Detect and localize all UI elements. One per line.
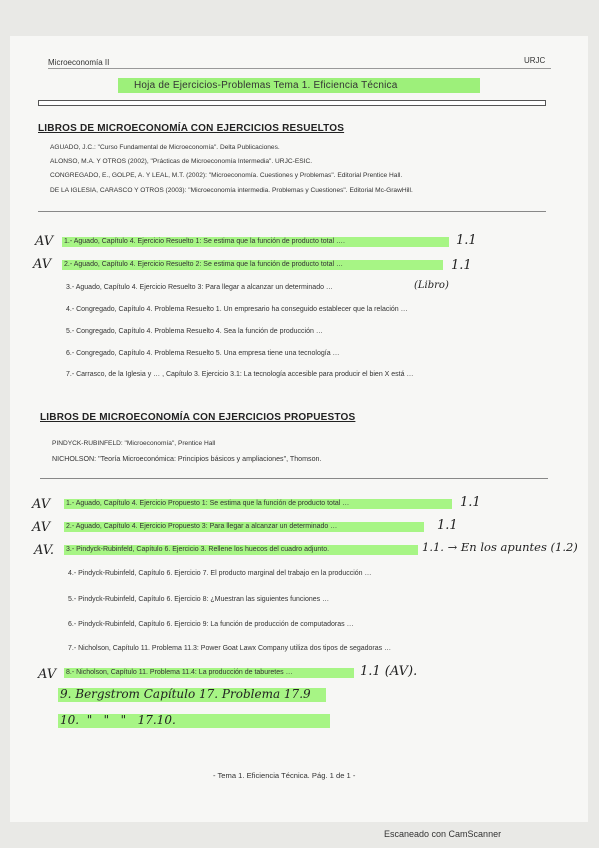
reference: NICHOLSON: "Teoría Microeconómica: Principios básicos y ampliaciones", Thomson. xyxy=(52,455,322,463)
header-course: Microeconomía II xyxy=(48,58,110,67)
exercise-item: 7.- Carrasco, de la Iglesia y … , Capítulo 3. Ejercicio 3.1: La tecnología accesible para producir el bien X está … xyxy=(66,371,414,378)
page-title: Hoja de Ejercicios-Problemas Tema 1. Eficiencia Técnica xyxy=(134,80,398,91)
handwritten-note: AV xyxy=(35,234,54,249)
document-page xyxy=(10,36,588,822)
section-divider xyxy=(40,478,548,479)
exercise-item: 5.- Pindyck-Rubinfeld, Capítulo 6. Ejercicio 8: ¿Muestran las siguientes funciones … xyxy=(68,596,330,603)
scanner-watermark: Escaneado con CamScanner xyxy=(384,829,502,839)
exercise-item: 6.- Congregado, Capítulo 4. Problema Resuelto 5. Una empresa tiene una tecnología … xyxy=(66,350,340,357)
reference: AGUADO, J.C.: "Curso Fundamental de Microeconomía". Delta Publicaciones. xyxy=(50,144,280,151)
handwritten-note: AV xyxy=(32,520,51,535)
handwritten-note: 1.1 xyxy=(456,233,477,248)
exercise-item: 7.- Nicholson, Capítulo 11. Problema 11.3: Power Goat Lawx Company utiliza dos tipos de segadoras … xyxy=(68,645,392,652)
page-footer: - Tema 1. Eficiencia Técnica. Pág. 1 de 1 - xyxy=(213,771,356,780)
reference: PINDYCK-RUBINFELD: "Microeconomía", Prentice Hall xyxy=(52,440,216,447)
handwritten-note: AV xyxy=(33,257,52,272)
handwritten-note: 1.1 xyxy=(460,495,481,510)
title-bar xyxy=(38,100,546,106)
handwritten-item: 10. " " " 17.10. xyxy=(60,713,176,727)
title-highlight xyxy=(118,78,480,93)
handwritten-note: (Libro) xyxy=(414,280,449,291)
handwritten-note: 1.1 xyxy=(437,518,458,533)
exercise-item: 2.- Aguado, Capítulo 4. Ejercicio Propuesto 3: Para llegar a alcanzar un determinado … xyxy=(66,523,338,530)
handwritten-note: AV. xyxy=(34,543,54,558)
exercise-item: 1.- Aguado, Capítulo 4. Ejercicio Propuesto 1: Se estima que la función de producto total … xyxy=(66,500,350,507)
exercise-item: 2.- Aguado, Capítulo 4. Ejercicio Resuelto 2: Se estima que la función de producto total … xyxy=(64,261,343,268)
header-university: URJC xyxy=(524,56,546,65)
handwritten-note: 1.1. → En los apuntes (1.2) xyxy=(422,540,578,554)
exercise-item: 4.- Pindyck-Rubinfeld, Capítulo 6. Ejercicio 7. El producto marginal del trabajo en la producción … xyxy=(68,570,372,577)
exercise-item: 1.- Aguado, Capítulo 4. Ejercicio Resuelto 1: Se estima que la función de producto total …. xyxy=(64,238,345,245)
section-divider xyxy=(38,211,546,212)
exercise-item: 3.- Aguado, Capítulo 4. Ejercicio Resuelto 3: Para llegar a alcanzar un determinado … xyxy=(66,284,333,291)
exercise-item: 3.- Pindyck-Rubinfeld, Capítulo 6. Ejercicio 3. Rellene los huecos del cuadro adjunto. xyxy=(66,546,330,553)
exercise-item: 5.- Congregado, Capítulo 4. Problema Resuelto 4. Sea la función de producción … xyxy=(66,328,323,335)
reference: DE LA IGLESIA, CARASCO Y OTROS (2003): "Microeconomía intermedia. Problemas y Cuestiones". Editorial Mc-GrawHill. xyxy=(50,187,413,194)
handwritten-note: 1.1 xyxy=(451,258,472,273)
handwritten-note: AV xyxy=(38,667,57,682)
exercise-item: 6.- Pindyck-Rubinfeld, Capítulo 6. Ejercicio 9: La función de producción de computadoras … xyxy=(68,621,354,628)
handwritten-item: 9. Bergstrom Capítulo 17. Problema 17.9 xyxy=(60,687,311,701)
section-heading-resueltos: LIBROS DE MICROECONOMÍA CON EJERCICIOS RESUELTOS xyxy=(38,123,345,134)
handwritten-note: AV xyxy=(32,497,51,512)
section-heading-propuestos: LIBROS DE MICROECONOMÍA CON EJERCICIOS PROPUESTOS xyxy=(40,412,356,423)
header-divider xyxy=(48,68,551,69)
reference: ALONSO, M.A. Y OTROS (2002), "Prácticas de Microeconomía Intermedia". URJC-ESIC. xyxy=(50,158,313,165)
exercise-item: 8.- Nicholson, Capítulo 11. Problema 11.4: La producción de taburetes … xyxy=(66,669,293,676)
exercise-item: 4.- Congregado, Capítulo 4. Problema Resuelto 1. Un empresario ha conseguido establecer que la relación … xyxy=(66,306,408,313)
reference: CONGREGADO, E., GOLPE, A. Y LEAL, M.T. (2002): "Microeconomía. Cuestiones y Problemas". Editorial Prentice Hall. xyxy=(50,172,403,179)
handwritten-note: 1.1 (AV). xyxy=(360,664,418,679)
